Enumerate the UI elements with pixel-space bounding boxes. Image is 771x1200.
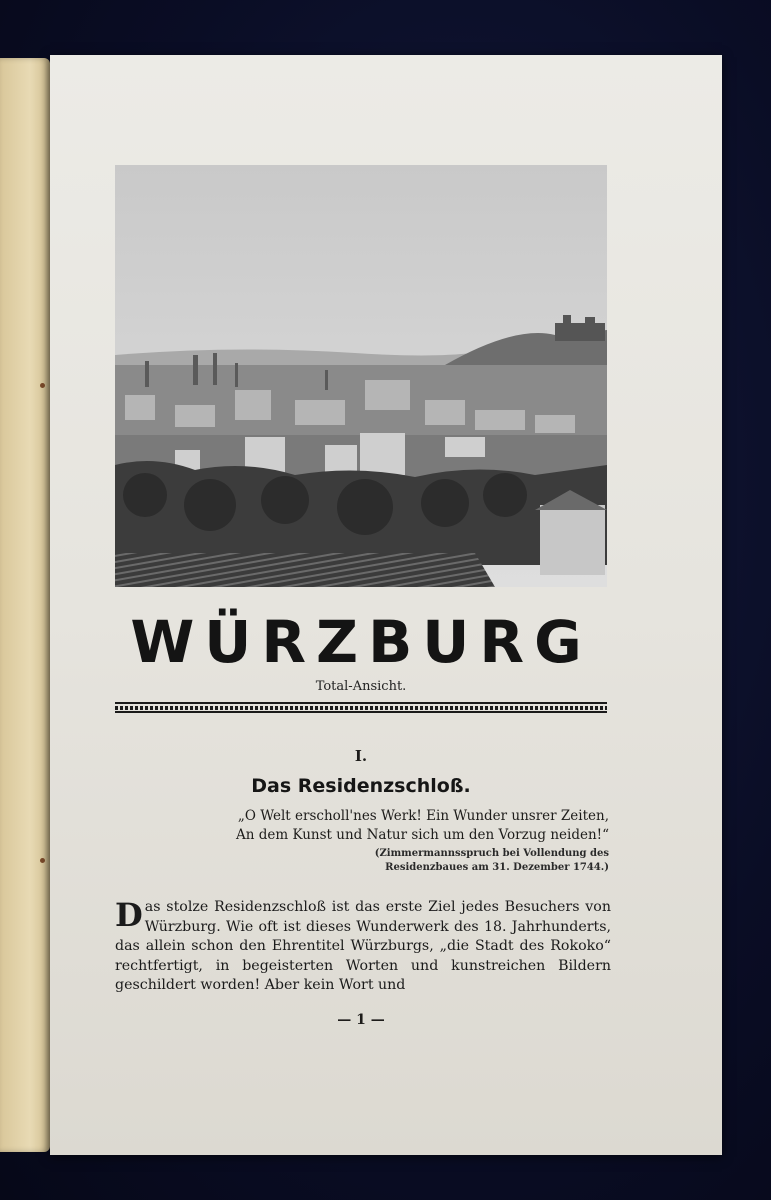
chapter-title: Das Residenzschloß.: [251, 775, 471, 797]
photo-caption: Total-Ansicht.: [315, 679, 407, 694]
panorama-image: [115, 165, 607, 587]
page-number: — 1 —: [337, 1012, 385, 1028]
quote-source-line: (Zimmermannsspruch bei Vollendung des: [374, 848, 609, 859]
decorative-rule: [115, 702, 607, 713]
staple-hole: [40, 383, 45, 388]
city-title: WÜRZBURG: [130, 608, 592, 676]
body-text: as stolze Residenzschloß ist das erste Ziel jedes Besuchers von Würzburg. Wie oft ist dieses Wunderwerk des 18. Jahrhunderts, das allein schon den Ehrentitel Würzburgs, „die Stadt des Rokoko“ rechtfertigt, in begeisterten Worten und kunstreichen Bildern geschildert worden! Aber kein Wort und: [115, 899, 611, 993]
booklet-page: [50, 55, 722, 1155]
body-paragraph: [115, 898, 611, 996]
quote-source-line: Residenzbaues am 31. Dezember 1744.): [385, 862, 609, 873]
chapter-number: I.: [354, 747, 368, 765]
previous-page-edge: [0, 58, 50, 1152]
city-panorama-photo: [115, 165, 607, 587]
quote-line: An dem Kunst und Natur sich um den Vorzug neiden!“: [235, 827, 609, 843]
quote-source: [115, 847, 609, 875]
drop-cap: D: [115, 896, 143, 934]
epigraph-quote: [115, 807, 609, 845]
staple-hole: [40, 858, 45, 863]
quote-line: „O Welt erscholl'nes Werk! Ein Wunder unsrer Zeiten,: [237, 808, 609, 824]
